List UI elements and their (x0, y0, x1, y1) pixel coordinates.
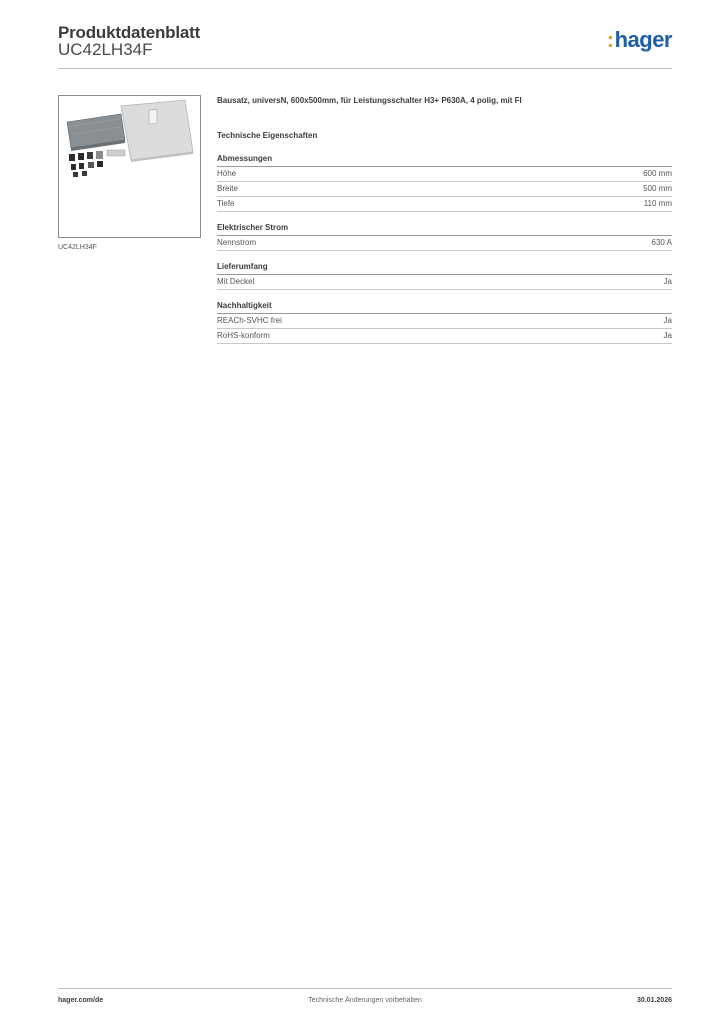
group-title: Lieferumfang (217, 262, 672, 275)
spec-value: 630 A (651, 238, 672, 247)
group-title: Elektrischer Strom (217, 223, 672, 236)
spec-row (217, 275, 672, 290)
tech-properties-heading: Technische Eigenschaften (217, 131, 318, 140)
spec-label: Nennstrom (217, 238, 257, 247)
group-electrical-current (217, 223, 672, 251)
group-dimensions (217, 154, 672, 212)
product-details (217, 96, 672, 355)
spec-value: 500 mm (643, 184, 672, 193)
product-photo-illustration (59, 96, 200, 237)
document-title: Produktdatenblatt (58, 23, 201, 42)
group-title: Abmessungen (217, 154, 672, 167)
spec-row (217, 314, 672, 329)
hager-logo (607, 27, 672, 53)
spec-value: Ja (663, 331, 672, 340)
page-footer (58, 997, 672, 1011)
footer-notice: Technische Änderungen vorbehalten (308, 997, 422, 1004)
footer-date: 30.01.2026 (636, 997, 672, 1004)
spec-value: 600 mm (643, 169, 672, 178)
spec-label: Breite (217, 184, 238, 193)
spec-label: REACh-SVHC frei (217, 316, 282, 325)
spec-row (217, 182, 672, 197)
spec-label: Höhe (217, 169, 237, 178)
spec-value: 110 mm (643, 199, 672, 208)
spec-row (217, 197, 672, 212)
footer-divider (58, 988, 672, 989)
footer-website: hager.com/de (58, 997, 104, 1004)
spec-label: Tiefe (217, 199, 235, 208)
image-caption: UC42LH34F (58, 244, 97, 251)
spec-value: Ja (663, 316, 672, 325)
spec-row (217, 236, 672, 251)
spec-label: RoHS-konform (217, 331, 270, 340)
page-header (58, 20, 672, 70)
spec-label: Mit Deckel (217, 277, 255, 286)
spec-value: Ja (663, 277, 672, 286)
product-code: UC42LH34F (58, 40, 153, 59)
group-title: Nachhaltigkeit (217, 301, 672, 314)
product-image (58, 95, 201, 238)
logo-colon: : (606, 27, 614, 52)
group-sustainability (217, 301, 672, 344)
header-divider (58, 68, 672, 69)
group-scope-of-delivery (217, 262, 672, 290)
logo-text: hager (614, 27, 672, 52)
product-description: Bausatz, universN, 600x500mm, für Leistungsschalter H3+ P630A, 4 polig, mit FI (217, 96, 522, 105)
spec-row (217, 329, 672, 344)
spec-row (217, 167, 672, 182)
